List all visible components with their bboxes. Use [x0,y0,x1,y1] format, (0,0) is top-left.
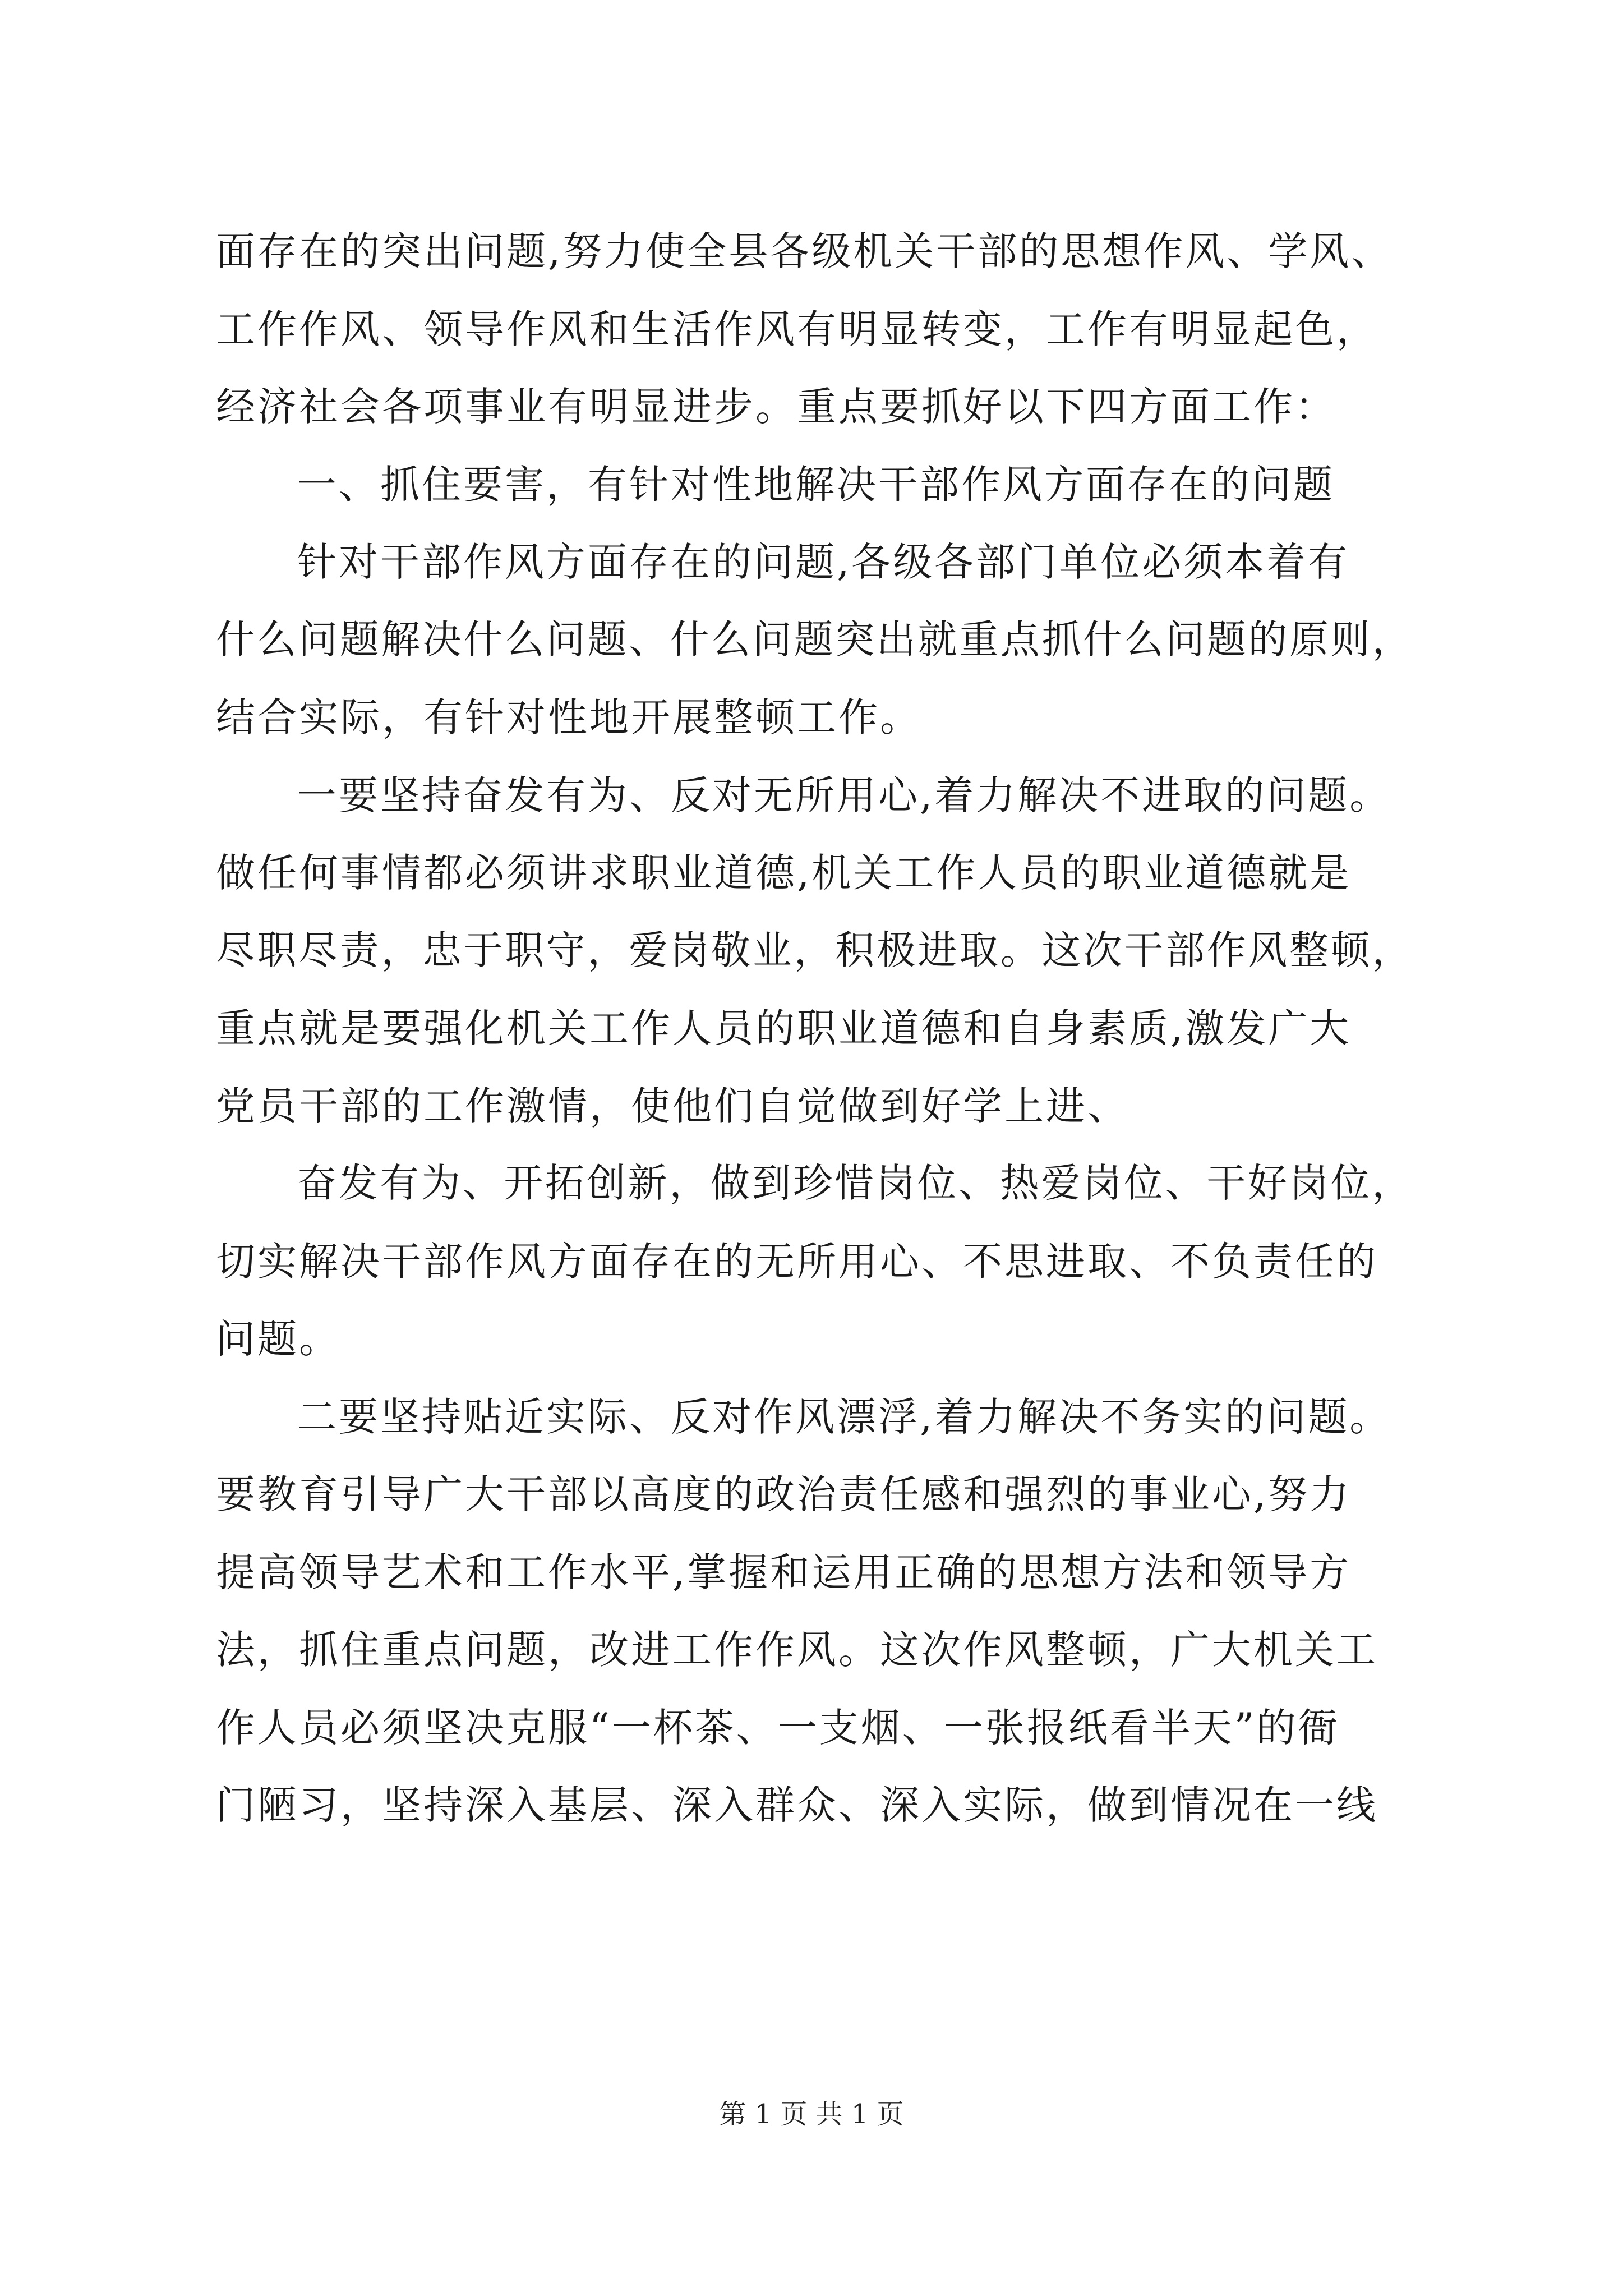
body-line: 二要坚持贴近实际、反对作风漂浮,着力解决不务实的问题。 [297,1394,1391,1440]
body-line: 门陋习，坚持深入基层、深入群众、深入实际，做到情况在一线 [216,1782,1378,1828]
page-number-footer: 第 1 页 共 1 页 [719,2099,904,2130]
body-line: 奋发有为、开拓创新，做到珍惜岗位、热爱岗位、干好岗位， [297,1161,1413,1206]
body-line: 结合实际，有针对性地开展整顿工作。 [216,694,921,740]
body-line: 法，抓住重点问题，改进工作作风。这次作风整顿，广大机关工 [216,1627,1378,1673]
body-line: 作人员必须坚决克服“一杯茶、一支烟、一张报纸看半天”的衙 [216,1705,1340,1751]
body-line: 要教育引导广大干部以高度的政治责任感和强烈的事业心,努力 [216,1471,1352,1517]
body-line: 一要坚持奋发有为、反对无所用心,着力解决不进取的问题。 [297,772,1391,818]
section-heading: 一、抓住要害，有针对性地解决干部作风方面存在的问题 [297,462,1335,508]
body-line: 做任何事情都必须讲求职业道德,机关工作人员的职业道德就是 [216,850,1352,896]
body-line: 工作作风、领导作风和生活作风有明显转变，工作有明显起色， [216,306,1378,352]
body-line: 切实解决干部作风方面存在的无所用心、不思进取、不负责任的 [216,1239,1378,1285]
body-line: 尽职尽责，忠于职守，爱岗敬业，积极进取。这次干部作风整顿， [216,928,1414,973]
body-line: 经济社会各项事业有明显进步。重点要抓好以下四方面工作： [216,384,1336,430]
body-line: 针对干部作风方面存在的问题,各级各部门单位必须本着有 [297,539,1350,585]
body-line: 面存在的突出问题,努力使全县各级机关干部的思想作风、学风、 [216,228,1393,274]
body-line: 党员干部的工作激情，使他们自觉做到好学上进、 [216,1083,1129,1129]
body-line: 提高领导艺术和工作水平,掌握和运用正确的思想方法和领导方 [216,1549,1352,1595]
body-line: 问题。 [216,1316,340,1362]
body-line: 什么问题解决什么问题、什么问题突出就重点抓什么问题的原则， [216,617,1414,662]
body-line: 重点就是要强化机关工作人员的职业道德和自身素质,激发广大 [216,1005,1352,1051]
